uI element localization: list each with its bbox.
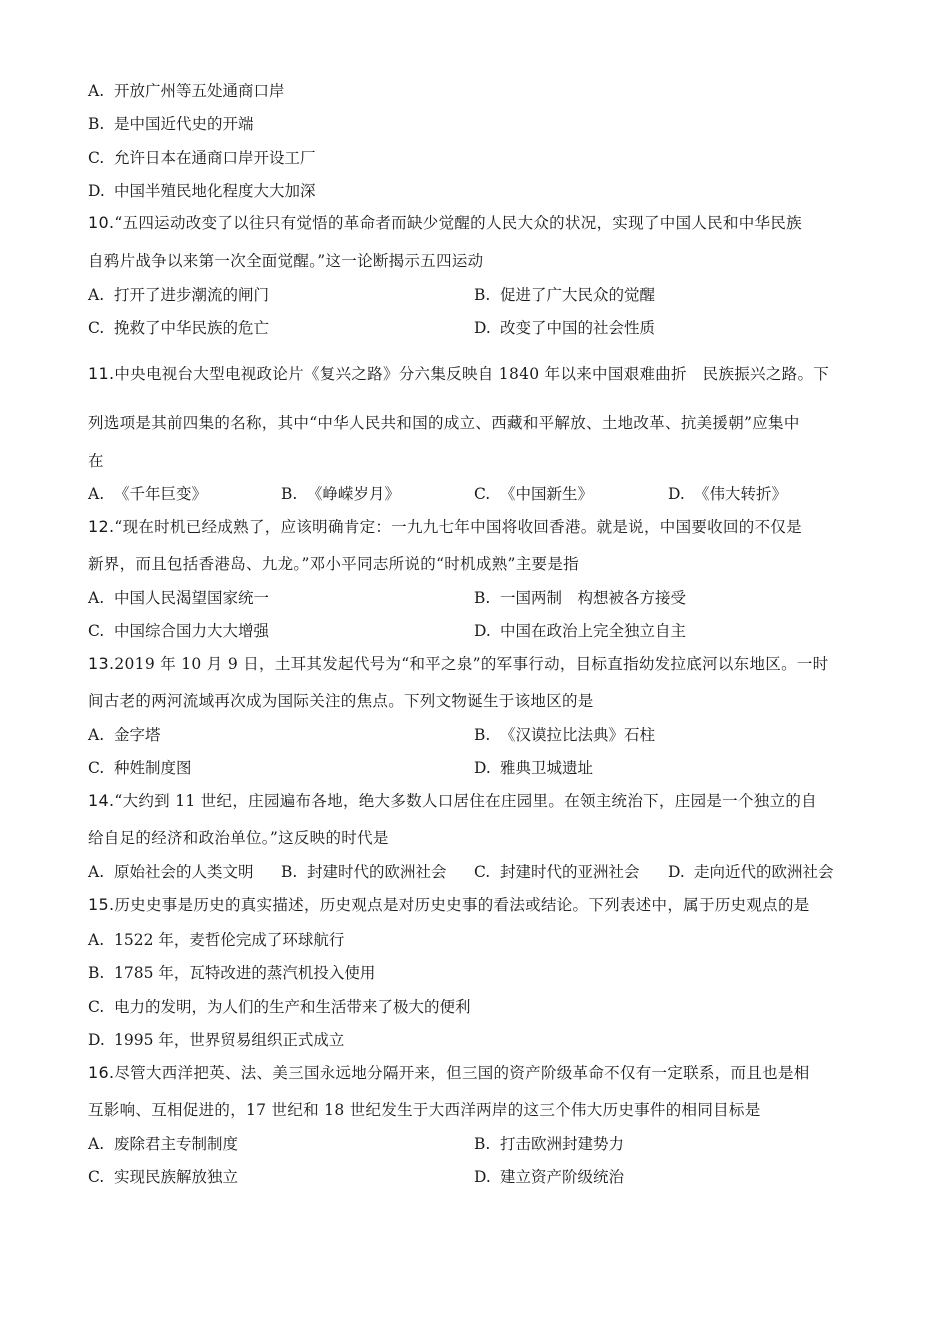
q10-option-c[interactable]: C. 挽救了中华民族的危亡 (88, 319, 270, 337)
q14-option-c[interactable]: C. 封建时代的亚洲社会 (474, 863, 640, 881)
q14-stem-line1: 14.“大约到 11 世纪，庄园遍布各地，绝大多数人口居住在庄园里。在领主统治下，庄园是一个独立的自 (88, 791, 817, 810)
q16-stem-line2: 互影响、互相促进的，17 世纪和 18 世纪发生于大西洋两岸的这三个伟大历史事件的相同目标是 (88, 1101, 761, 1119)
q13-stem-line2: 间古老的两河流域再次成为国际关注的焦点。下列文物诞生于该地区的是 (88, 692, 594, 710)
q12-number: 12. (88, 517, 115, 536)
q9-option-d[interactable]: D. 中国半殖民地化程度大大加深 (88, 182, 316, 200)
q13-option-b[interactable]: B. 《汉谟拉比法典》石柱 (474, 726, 656, 744)
q16-option-d[interactable]: D. 建立资产阶级统治 (474, 1168, 625, 1186)
q11-option-b[interactable]: B. 《峥嵘岁月》 (281, 485, 401, 503)
q14-option-d[interactable]: D. 走向近代的欧洲社会 (668, 863, 834, 881)
q9-option-c[interactable]: C. 允许日本在通商口岸开设工厂 (88, 149, 316, 167)
q16-option-b[interactable]: B. 打击欧洲封建势力 (474, 1135, 625, 1153)
q16-option-a[interactable]: A. 废除君主专制制度 (88, 1135, 239, 1153)
q11-option-d[interactable]: D. 《伟大转折》 (668, 485, 788, 503)
q15-number: 15. (88, 895, 115, 914)
q12-option-a[interactable]: A. 中国人民渴望国家统一 (88, 589, 270, 607)
q14-number: 14. (88, 791, 115, 810)
q11-option-a[interactable]: A. 《千年巨变》 (88, 485, 208, 503)
q13-number: 13. (88, 654, 115, 673)
q15-option-c[interactable]: C. 电力的发明，为人们的生产和生活带来了极大的便利 (88, 998, 471, 1016)
q12-option-d[interactable]: D. 中国在政治上完全独立自主 (474, 622, 687, 640)
q15-option-b[interactable]: B. 1785 年，瓦特改进的蒸汽机投入使用 (88, 964, 376, 982)
q13-option-a[interactable]: A. 金字塔 (88, 726, 161, 744)
q14-option-b[interactable]: B. 封建时代的欧洲社会 (281, 863, 447, 881)
q12-option-b[interactable]: B. 一国两制 构想被各方接受 (474, 589, 687, 607)
q14-option-a[interactable]: A. 原始社会的人类文明 (88, 863, 254, 881)
q13-option-c[interactable]: C. 种姓制度图 (88, 759, 192, 777)
q14-stem-line2: 给自足的经济和政治单位。”这反映的时代是 (88, 829, 389, 847)
q16-number: 16. (88, 1063, 115, 1082)
q16-option-c[interactable]: C. 实现民族解放独立 (88, 1168, 239, 1186)
q15-option-a[interactable]: A. 1522 年，麦哲伦完成了环球航行 (88, 931, 345, 949)
q12-stem-line1: 12.“现在时机已经成熟了，应该明确肯定：一九九七年中国将收回香港。就是说，中国要收回的不仅是 (88, 517, 802, 536)
q10-stem-line2: 自鸦片战争以来第一次全面觉醒。”这一论断揭示五四运动 (88, 252, 484, 270)
q13-option-d[interactable]: D. 雅典卫城遗址 (474, 759, 594, 777)
q10-stem-line1: 10.“五四运动改变了以往只有觉悟的革命者而缺少觉醒的人民大众的状况，实现了中国人民和中华民族 (88, 213, 802, 232)
q10-number: 10. (88, 213, 115, 232)
q11-stem-line3: 在 (88, 452, 104, 470)
q9-option-a[interactable]: A. 开放广州等五处通商口岸 (88, 82, 285, 100)
q15-stem-line1: 15.历史史事是历史的真实描述，历史观点是对历史史事的看法或结论。下列表述中，属于历史观点的是 (88, 895, 810, 914)
q15-option-d[interactable]: D. 1995 年，世界贸易组织正式成立 (88, 1031, 345, 1049)
q12-stem-line2: 新界，而且包括香港岛、九龙。”邓小平同志所说的“时机成熟”主要是指 (88, 555, 579, 573)
q10-option-a[interactable]: A. 打开了进步潮流的闸门 (88, 286, 270, 304)
q12-option-c[interactable]: C. 中国综合国力大大增强 (88, 622, 270, 640)
q11-stem-line1: 11.中央电视台大型电视政论片《复兴之路》分六集反映自 1840 年以来中国艰难曲折 民族振兴之路。下 (88, 364, 830, 383)
q11-number: 11. (88, 364, 115, 383)
q11-option-c[interactable]: C. 《中国新生》 (474, 485, 594, 503)
q9-option-b[interactable]: B. 是中国近代史的开端 (88, 115, 254, 133)
q13-stem-line1: 13.2019 年 10 月 9 日，土耳其发起代号为“和平之泉”的军事行动，目标直指幼发拉底河以东地区。一时 (88, 654, 829, 673)
q10-option-b[interactable]: B. 促进了广大民众的觉醒 (474, 286, 656, 304)
q10-option-d[interactable]: D. 改变了中国的社会性质 (474, 319, 656, 337)
q16-stem-line1: 16.尽管大西洋把英、法、美三国永远地分隔开来，但三国的资产阶级革命不仅有一定联系，而且也是相 (88, 1063, 810, 1082)
q11-stem-line2: 列选项是其前四集的名称，其中“中华人民共和国的成立、西藏和平解放、土地改革、抗美援朝”应集中 (88, 414, 800, 432)
